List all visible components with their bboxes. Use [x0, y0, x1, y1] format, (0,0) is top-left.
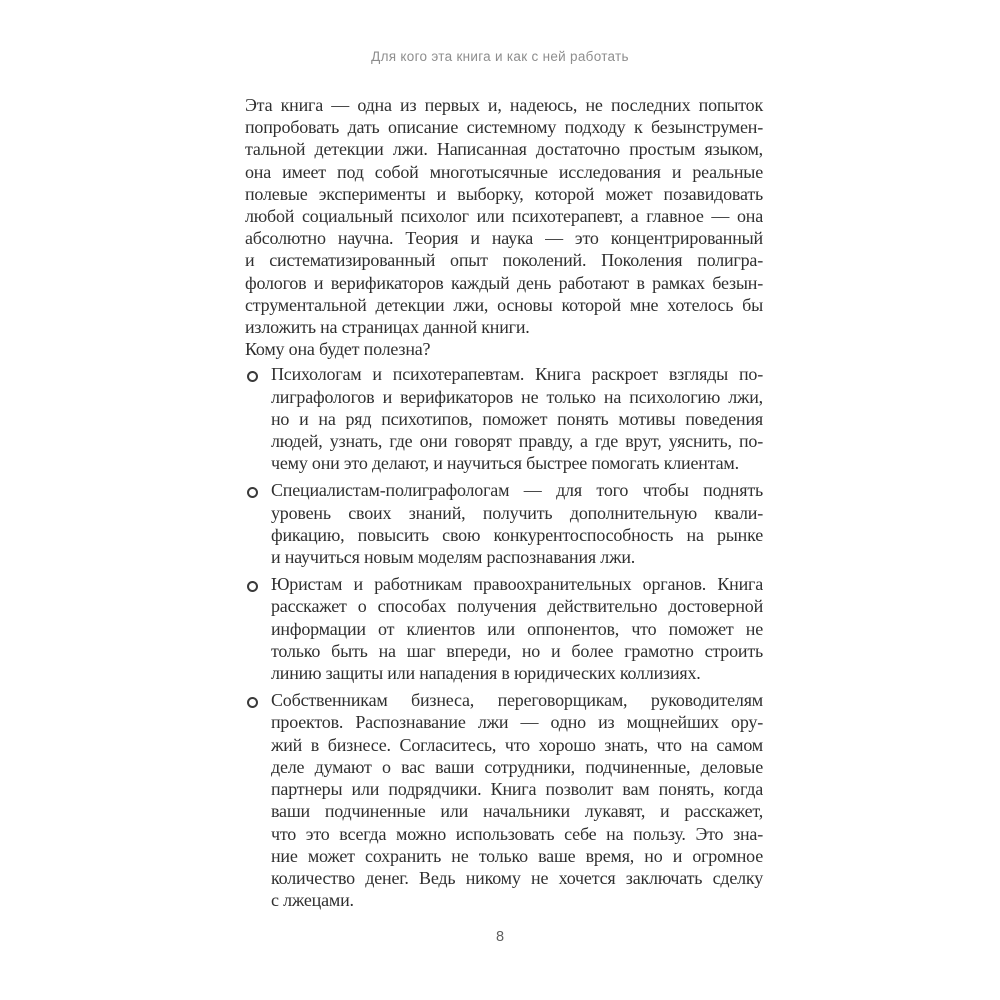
text-line: Юристам и работникам правоохранительных органов. Книга — [271, 574, 763, 595]
text-line: полевые эксперименты и выборку, которой может позавидовать — [245, 183, 763, 204]
text-line: и систематизированный опыт поколений. Поколения полигра- — [245, 250, 763, 271]
text-line: проектов. Распознавание лжи — одно из мощнейших ору- — [271, 712, 763, 733]
text-line: количество денег. Ведь никому не хочется заключать сделку — [271, 867, 763, 888]
list-item — [245, 689, 763, 911]
text-line: информации от клиентов или оппонентов, что поможет не — [271, 618, 763, 639]
text-line: Эта книга — одна из первых и, надеюсь, не последних попыток — [245, 95, 763, 115]
text-line: фикацию, повысить свою конкурентоспособность на рынке — [271, 524, 763, 545]
text-line: ваши подчиненные или начальники лукавят, и расскажет, — [271, 801, 763, 822]
text-line: партнеры или подрядчики. Книга позволит вам понять, когда — [271, 779, 763, 800]
text-line: Собственникам бизнеса, переговорщикам, руководителям — [271, 690, 763, 711]
list-item — [245, 479, 763, 568]
text-line: но и на ряд психотипов, поможет понять мотивы поведения — [271, 408, 763, 429]
audience-list — [245, 363, 763, 911]
list-item — [245, 573, 763, 684]
bullet-circle-icon — [247, 697, 258, 708]
text-line: абсолютно научна. Теория и наука — это концентрированный — [245, 228, 763, 249]
list-item — [245, 363, 763, 474]
text-line: людей, узнать, где они говорят правду, а где врут, уяснить, по- — [271, 431, 763, 452]
text-line: и научиться новым моделям распознавания лжи. — [271, 547, 636, 568]
page-number: 8 — [495, 929, 505, 946]
text-line: ние может сохранить не только ваше время, но и огромное — [271, 845, 763, 866]
text-line: изложить на страницах данной книги. — [245, 317, 530, 338]
running-header: Для кого эта книга и как с ней работать — [371, 49, 629, 64]
text-line: линию защиты или нападения в юридических коллизиях. — [271, 663, 701, 684]
text-line: любой социальный психолог или психотерапевт, а главное — она — [245, 206, 763, 227]
text-line: расскажет о способах получения действительно достоверной — [271, 596, 763, 617]
text-line: жий в бизнесе. Согласитесь, что хорошо знать, что на самом — [271, 734, 763, 755]
text-line: попробовать дать описание системному подходу к безынструмен- — [245, 117, 763, 138]
text-line: уровень своих знаний, получить дополнительную квали- — [271, 502, 763, 523]
question-line: Кому она будет полезна? — [245, 339, 431, 360]
text-line: деле думают о вас ваши сотрудники, подчиненные, деловые — [271, 756, 763, 777]
text-line: струментальной детекции лжи, основы которой мне хотелось бы — [245, 294, 763, 315]
text-line: тальной детекции лжи. Написанная достаточно простым языком, — [245, 139, 763, 160]
intro-paragraph — [245, 94, 763, 338]
text-line: с лжецами. — [271, 890, 354, 911]
text-line: лиграфологов и верификаторов не только на психологию лжи, — [271, 386, 763, 407]
text-line: что это всегда можно использовать себе на пользу. Это зна- — [271, 823, 763, 844]
bullet-circle-icon — [247, 371, 258, 382]
text-line: Специалистам-полиграфологам — для того чтобы поднять — [271, 480, 763, 501]
bullet-circle-icon — [247, 581, 258, 592]
page-content — [245, 94, 763, 911]
text-line: фологов и верификаторов каждый день работают в рамках безын- — [245, 272, 763, 293]
bullet-circle-icon — [247, 487, 258, 498]
text-line: она имеет под собой многотысячные исследования и реальные — [245, 161, 763, 182]
text-line: только быть на шаг впереди, но и более грамотно строить — [271, 640, 763, 661]
text-line: чему они это делают, и научиться быстрее помогать клиентам. — [271, 453, 739, 474]
text-line: Психологам и психотерапевтам. Книга раскроет взгляды по- — [271, 364, 763, 385]
